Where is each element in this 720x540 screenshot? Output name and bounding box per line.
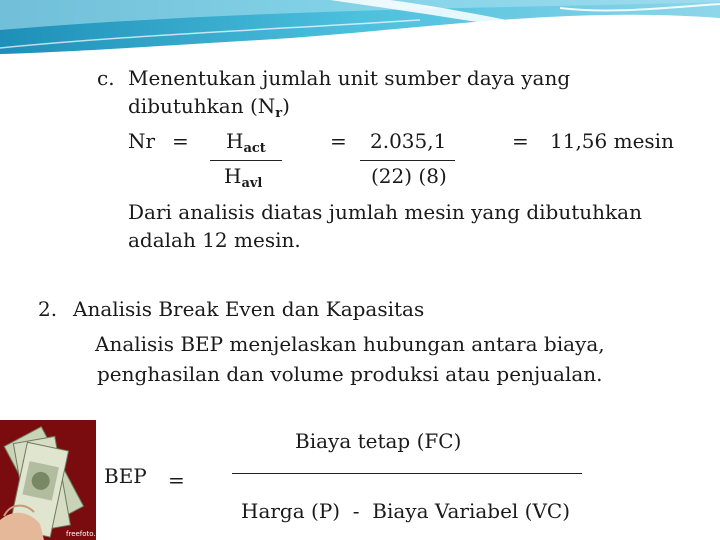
- item-c-line2: [128, 96, 290, 120]
- header-wave-decoration: [0, 0, 720, 60]
- bep-lhs: BEP: [104, 464, 147, 488]
- formula-eq2: =: [330, 129, 347, 153]
- item-2-para-line2: penghasilan dan volume produksi atau penjualan.: [97, 362, 603, 386]
- formula-denominator-value: (22) (8): [371, 164, 447, 188]
- fraction-bar-1: [210, 160, 282, 161]
- item-2-heading: Analisis Break Even dan Kapasitas: [73, 297, 425, 321]
- item-2-para-line1: Analisis BEP menjelaskan hubungan antara biaya,: [95, 332, 605, 356]
- formula-eq1: =: [172, 129, 189, 153]
- item-2-marker: 2.: [38, 297, 58, 321]
- hact-sub: act: [243, 141, 266, 156]
- item-c-line2-end: ): [282, 94, 290, 118]
- bep-numerator: Biaya tetap (FC): [295, 429, 462, 453]
- hact-main: H: [226, 129, 244, 153]
- image-caption: freefoto.com: [66, 530, 111, 538]
- formula-numerator-value: 2.035,1: [370, 129, 447, 153]
- havl-sub: avl: [241, 176, 263, 191]
- conclusion-line1: Dari analisis diatas jumlah mesin yang dibutuhkan: [128, 200, 642, 224]
- formula-denominator-havl: [224, 166, 262, 190]
- formula-result: 11,56 mesin: [550, 129, 674, 153]
- fraction-bar-2: [360, 160, 455, 161]
- item-c-marker: c.: [97, 66, 115, 90]
- conclusion-line2: adalah 12 mesin.: [128, 228, 301, 252]
- havl-main: H: [224, 164, 242, 188]
- item-c-line2-text: dibutuhkan (N: [128, 94, 276, 118]
- item-c-line1: Menentukan jumlah unit sumber daya yang: [128, 66, 571, 90]
- money-photo: [0, 420, 111, 540]
- formula-eq3: =: [512, 129, 529, 153]
- bep-denominator: Harga (P) - Biaya Variabel (VC): [241, 499, 571, 523]
- item-c-line2-sub: r: [275, 106, 283, 121]
- bep-eq: =: [168, 468, 185, 492]
- formula-numerator-hact: [226, 131, 266, 155]
- formula-lhs: Nr: [128, 129, 156, 153]
- bep-fraction-bar: [232, 473, 582, 474]
